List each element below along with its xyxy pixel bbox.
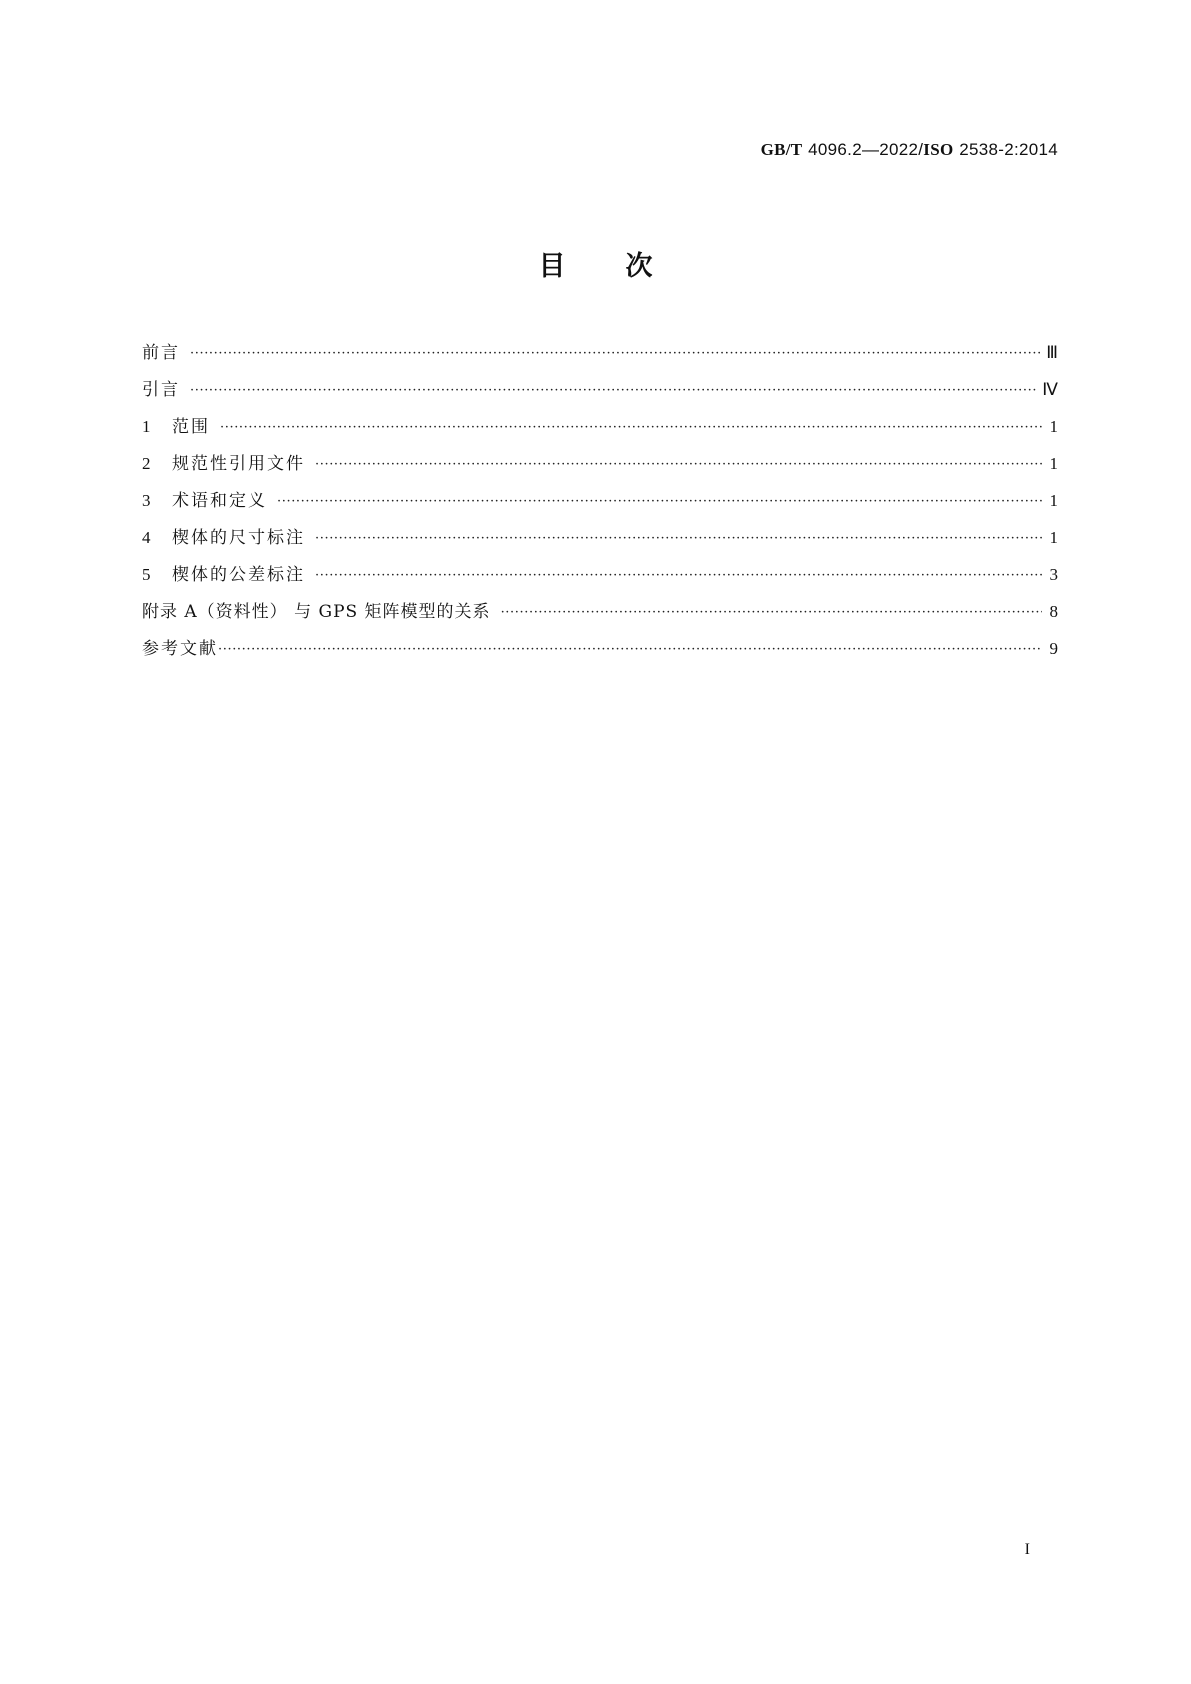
toc-entry-label[interactable]: 楔体的尺寸标注	[172, 528, 305, 548]
toc-dot-leader	[501, 599, 1042, 625]
page-title-char-1: 目	[538, 251, 566, 282]
toc-dot-leader	[315, 451, 1042, 477]
toc-entry-label[interactable]: 前言	[142, 343, 180, 363]
table-of-contents	[142, 341, 1058, 674]
toc-entry-page[interactable]: Ⅲ	[1046, 343, 1058, 362]
toc-entry-normative-references[interactable]	[142, 452, 1058, 489]
toc-entry-label[interactable]: 参考文献	[142, 639, 218, 659]
toc-entry-page[interactable]: 1	[1049, 528, 1058, 547]
toc-entry-label[interactable]: 规范性引用文件	[172, 454, 305, 474]
standard-number-iso: 2538-2:2014	[959, 140, 1058, 159]
toc-entry-number: 3	[142, 491, 151, 510]
toc-dot-leader	[315, 562, 1042, 588]
toc-dot-leader	[190, 340, 1040, 366]
standard-number-gb: 4096.2—2022/	[808, 140, 924, 159]
toc-dot-leader	[277, 488, 1042, 514]
toc-entry-scope[interactable]	[142, 415, 1058, 452]
toc-entry-page[interactable]: 1	[1049, 417, 1058, 436]
page-title-char-2: 次	[625, 251, 653, 282]
toc-entry-wedge-tolerancing[interactable]	[142, 563, 1058, 600]
toc-entry-label[interactable]: 范围	[172, 417, 210, 437]
document-standard-code	[761, 140, 1058, 160]
standard-prefix-iso: ISO	[923, 140, 954, 159]
toc-entry-terms-definitions[interactable]	[142, 489, 1058, 526]
page-number: I	[1024, 1541, 1030, 1558]
standard-prefix-gbt: GB/T	[760, 140, 803, 159]
toc-entry-number: 5	[142, 565, 151, 584]
toc-entry-label[interactable]: 楔体的公差标注	[172, 565, 305, 585]
toc-entry-foreword[interactable]	[142, 341, 1058, 378]
toc-entry-page[interactable]: Ⅳ	[1042, 380, 1058, 399]
toc-dot-leader	[218, 636, 1042, 662]
toc-entry-page[interactable]: 1	[1049, 491, 1058, 510]
toc-dot-leader	[190, 377, 1036, 403]
toc-entry-annex-a[interactable]	[142, 600, 1058, 637]
toc-entry-label[interactable]: 引言	[142, 380, 180, 400]
toc-entry-label[interactable]: 附录 A（资料性） 与 GPS 矩阵模型的关系	[142, 602, 491, 622]
toc-entry-number: 1	[142, 417, 151, 436]
toc-dot-leader	[315, 525, 1042, 551]
toc-entry-page[interactable]: 3	[1049, 565, 1058, 584]
toc-dot-leader	[220, 414, 1042, 440]
toc-entry-bibliography[interactable]	[142, 637, 1058, 674]
toc-entry-page[interactable]: 9	[1049, 639, 1058, 658]
toc-entry-number: 2	[142, 454, 151, 473]
toc-entry-introduction[interactable]	[142, 378, 1058, 415]
toc-entry-page[interactable]: 1	[1049, 454, 1058, 473]
toc-entry-number: 4	[142, 528, 151, 547]
page-title	[0, 244, 1191, 283]
toc-entry-label[interactable]: 术语和定义	[172, 491, 267, 511]
toc-entry-wedge-dimensioning[interactable]	[142, 526, 1058, 563]
toc-entry-page[interactable]: 8	[1049, 602, 1058, 621]
